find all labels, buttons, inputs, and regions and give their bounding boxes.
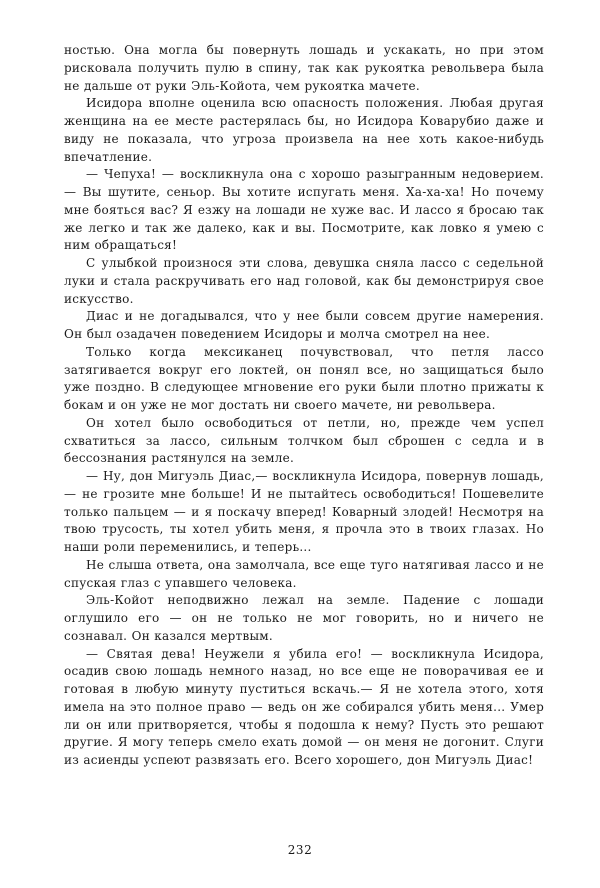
paragraph-8: — Ну, дон Мигуэль Диас,— воскликнула Исидора, повернув лошадь,— не грозите мне больше! И не пытайтесь освободиться! Пошевелите только пальцем — и я поскачу вперед! Коварный злодей! Несмотря на твою трусость, ты хотел убить меня, я прочла это в твоих глазах. Но наши роли переменились, и теперь... [64, 469, 544, 554]
paragraph-2: Исидора вполне оценила всю опасность положения. Любая другая женщина на ее месте растерялась бы, но Исидора Коварубио даже и виду не показала, что угроза произвела на нее хоть какое-нибудь впечатление. [64, 96, 544, 164]
paragraph-9: Не слыша ответа, она замолчала, все еще туго натягивая лассо и не спуская глаз с упавшего человека. [64, 557, 544, 590]
page-number: 232 [287, 843, 313, 857]
paragraph-4: С улыбкой произнося эти слова, девушка сняла лассо с седельной луки и стала раскручивать его над головой, как бы демонстрируя свое искусство. [64, 256, 544, 306]
paragraph-3: — Чепуха! — воскликнула она с хорошо разыгранным недоверием.— Вы шутите, сеньор. Вы хотите испугать меня. Ха-ха-ха! Но почему мне бояться вас? Я езжу на лошади не хуже вас. И лассо я бросаю так же легко и так же далеко, как и вы. Посмотрите, как ловко я умею с ним обращаться! [64, 167, 544, 253]
paragraph-11: — Святая дева! Неужели я убила его! — воскликнула Исидора, осадив свою лошадь немного назад, но все еще не поворачивая ее и готовая в любую минуту пуститься вскачь.— Я не хотела этого, хотя имела на это полное право — ведь он же собирался убить меня... Умер ли он или притворяется, чтобы я подошла к нему? Пусть это решают другие. Я могу теперь смело ехать домой — он меня не догонит. Слуги из асиенды успеют развязать его. Всего хорошего, дон Мигуэль Диас! [64, 646, 544, 767]
paragraph-10: Эль-Койот неподвижно лежал на земле. Падение с лошади оглушило его — он не только не мог говорить, но и ничего не сознавал. Он казался мертвым. [64, 593, 544, 643]
paragraph-1: ностью. Она могла бы повернуть лошадь и ускакать, но при этом рисковала получить пулю в спину, так как рукоятка револьвера была не дальше от руки Эль-Койота, чем рукоятка мачете. [64, 43, 544, 93]
paragraph-5: Диас и не догадывался, что у нее были совсем другие намерения. Он был озадачен поведением Исидоры и молча смотрел на нее. [64, 309, 544, 341]
paragraph-6: Только когда мексиканец почувствовал, что петля лассо затягивается вокруг его локтей, он понял все, но защищаться было уже поздно. В следующее мгновение его руки были плотно прижаты к бокам и он уже не мог достать ни своего мачете, ни револьвера. [64, 344, 544, 412]
page-body-text [64, 42, 544, 770]
paragraph-7: Он хотел было освободиться от петли, но, прежде чем успел схватиться за лассо, сильным толчком был сброшен с седла и в бессознания растянулся на земле. [64, 415, 544, 466]
